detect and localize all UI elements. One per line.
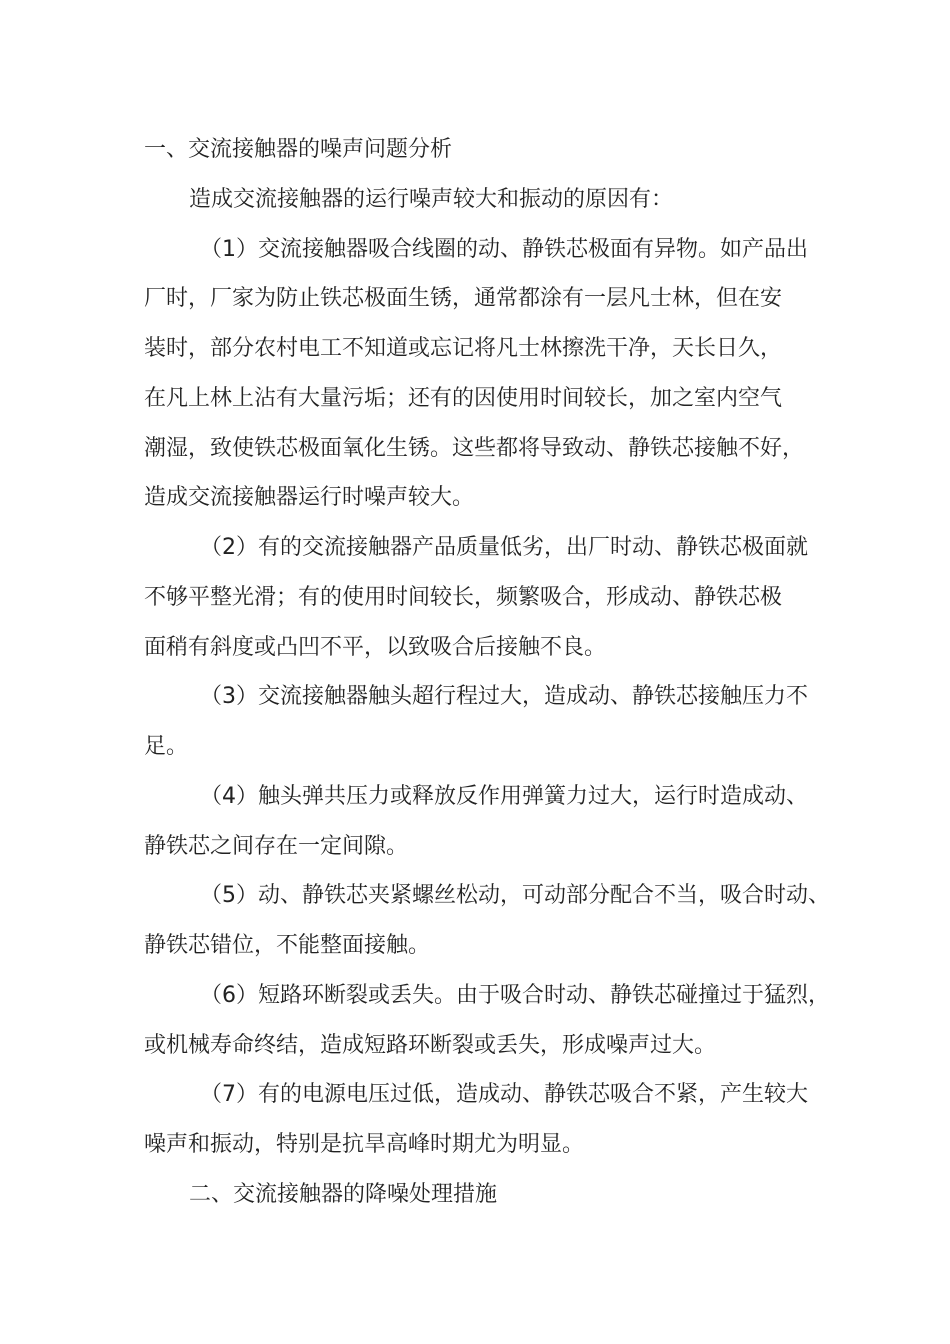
paragraph-line: 装时，部分农村电工不知道或忘记将凡士林擦洗干净，天长日久， — [144, 336, 783, 361]
cause-paragraph — [144, 971, 844, 1071]
paragraph-line: 厂时，厂家为防止铁芯极面生锈，通常都涂有一层凡士林，但在安 — [144, 286, 783, 312]
paragraph-line: （1）交流接触器吸合线圈的动、静铁芯极面有异物。如产品出 — [200, 236, 808, 262]
paragraph-line: 在凡上林上沾有大量污垢；还有的因使用时间较长，加之室内空气 — [144, 385, 783, 411]
paragraph-line: （3）交流接触器触头超行程过大，造成动、静铁芯接触压力不 — [200, 684, 808, 710]
paragraph-line: （7）有的电源电压过低，造成动、静铁芯吸合不紧，产生较大 — [200, 1082, 808, 1108]
paragraph-line: 或机械寿命终结，造成短路环断裂或丢失，形成噪声过大。 — [144, 1032, 717, 1058]
paragraph-line: （6）短路环断裂或丢失。由于吸合时动、静铁芯碰撞过于猛烈， — [200, 982, 830, 1008]
cause-paragraph — [144, 1070, 844, 1170]
cause-paragraph — [144, 672, 844, 772]
paragraph-line: 潮湿，致使铁芯极面氧化生锈。这些都将导致动、静铁芯接触不好， — [144, 435, 805, 461]
paragraph-line: （5）动、静铁芯夹紧螺丝松动，可动部分配合不当，吸合时动、 — [200, 883, 830, 909]
intro-paragraph: 造成交流接触器的运行噪声较大和振动的原因有： — [189, 186, 674, 212]
cause-paragraph — [144, 523, 844, 672]
paragraph-line: （4）触头弹共压力或释放反作用弹簧力过大，运行时造成动、 — [200, 783, 808, 809]
paragraph-line: 噪声和振动，特别是抗旱高峰时期尤为明显。 — [144, 1132, 585, 1157]
cause-list — [144, 225, 844, 1170]
paragraph-line: 足。 — [144, 734, 189, 759]
paragraph-line: 造成交流接触器运行时噪声较大。 — [144, 485, 475, 511]
cause-paragraph — [144, 225, 844, 524]
paragraph-line: 不够平整光滑；有的使用时间较长，频繁吸合，形成动、静铁芯极 — [144, 584, 783, 610]
document-body — [144, 125, 844, 1220]
paragraph-line: （2）有的交流接触器产品质量低劣，出厂时动、静铁芯极面就 — [200, 535, 808, 560]
paragraph-line: 静铁芯错位，不能整面接触。 — [144, 933, 431, 958]
section-heading-1: 一、交流接触器的噪声问题分析 — [144, 137, 453, 162]
cause-paragraph — [144, 871, 844, 971]
paragraph-line: 面稍有斜度或凸凹不平，以致吸合后接触不良。 — [144, 634, 607, 660]
paragraph-line: 静铁芯之间存在一定间隙。 — [144, 833, 409, 859]
cause-paragraph — [144, 772, 844, 872]
section-heading-2: 二、交流接触器的降噪处理措施 — [189, 1181, 498, 1207]
